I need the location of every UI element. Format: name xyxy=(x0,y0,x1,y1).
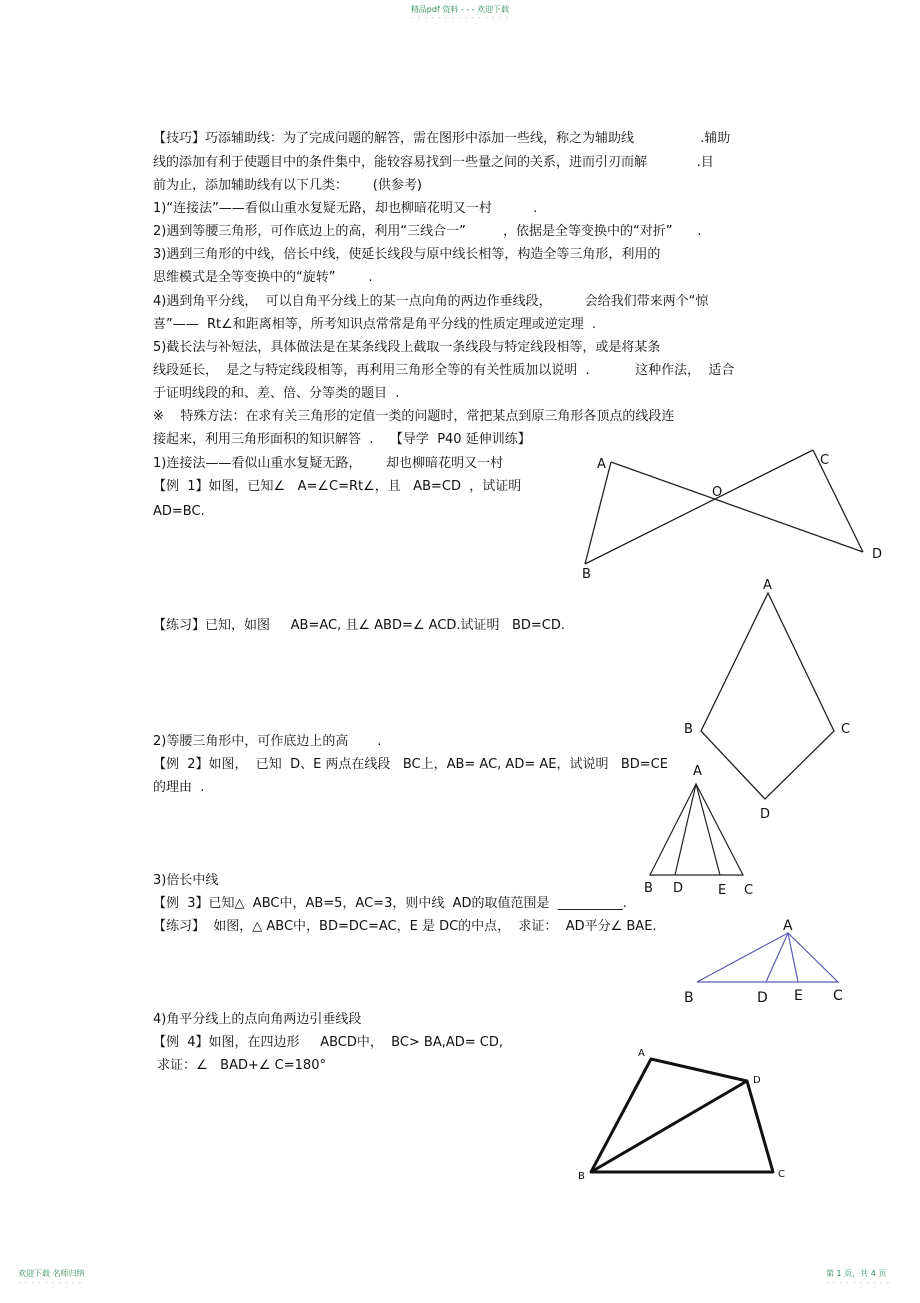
text-line-2: 线的添加有利于使题目中的条件集中，能较容易找到一些量之间的关系，进而引刃而解 .目 xyxy=(153,155,714,170)
fig2-label-a: A xyxy=(763,578,772,593)
fig3-label-c: C xyxy=(744,883,754,898)
fig4-label-d: D xyxy=(757,990,768,1006)
fig2-label-c: C xyxy=(841,722,851,737)
fig1-label-c: C xyxy=(820,453,830,468)
example-2-text: 【例 2】如图， 已知 D、E 两点在线段 BC上，AB= AC, AD= AE，试说明 BD=CE xyxy=(153,757,668,772)
footer-left: 欢迎下载 名师归纳 xyxy=(18,1269,85,1278)
fig1-label-b: B xyxy=(582,567,591,582)
fig3-label-a: A xyxy=(693,764,702,779)
fig2-label-d: D xyxy=(760,807,771,822)
example-1-text-cont: AD=BC. xyxy=(153,504,205,519)
practice-1-text: 【练习】已知，如图 AB=AC, 且∠ ABD=∠ ACD.试证明 BD=CD. xyxy=(153,618,565,633)
fig1-label-d: D xyxy=(872,547,883,562)
footer-left-dots: - - - - - - - - - - xyxy=(18,1279,83,1287)
figure-4-lines xyxy=(697,933,838,982)
fig1-label-o: O xyxy=(712,485,723,500)
figure-1-diagram xyxy=(580,450,883,582)
page-header: 精品pdf 资料 - - - 欢迎下载 xyxy=(410,5,510,14)
example-4-text-cont: 求证：∠ BAD+∠ C=180° xyxy=(153,1058,326,1073)
fig3-label-d: D xyxy=(673,881,684,896)
figure-3-diagram xyxy=(640,760,770,900)
example-3-text: 【例 3】已知△ ABC中，AB=5，AC=3，则中线 AD的取值范围是 __________. xyxy=(153,896,627,911)
text-line-13: ※ 特殊方法：在求有关三角形的定值一类的问题时，常把某点到原三角形各顶点的线段连 xyxy=(153,409,675,424)
text-line-9: 喜”—— Rt∠和距离相等，所考知识点常常是角平分线的性质定理或逆定理 . xyxy=(153,317,597,332)
fig4-label-e: E xyxy=(794,988,803,1004)
fig5-label-a: A xyxy=(638,1048,645,1059)
section-2-title: 2)等腰三角形中，可作底边上的高 . xyxy=(153,734,382,749)
text-line-5: 2)遇到等腰三角形，可作底边上的高，利用“三线合一” ，依据是全等变换中的“对折” . xyxy=(153,224,702,239)
text-line-8: 4)遇到角平分线， 可以自角平分线上的某一点向角的两边作垂线段， 会给我们带来两个“惊 xyxy=(153,294,709,309)
fig5-label-c: C xyxy=(778,1169,785,1180)
figure-4-diagram xyxy=(680,915,860,1005)
fig5-label-b: B xyxy=(578,1171,585,1182)
figure-3-lines xyxy=(650,784,743,875)
fig1-label-a: A xyxy=(597,457,606,472)
example-2-text-cont: 的理由 . xyxy=(153,780,205,795)
fig2-label-b: B xyxy=(684,722,693,737)
text-line-3: 前为止，添加辅助线有以下几类： (供参考) xyxy=(153,178,422,193)
text-line-4: 1)“连接法”——看似山重水复疑无路，却也柳暗花明又一村 . xyxy=(153,201,538,216)
text-line-6: 3)遇到三角形的中线，倍长中线，使延长线段与原中线长相等，构造全等三角形，利用的 xyxy=(153,247,661,262)
footer-right-dots: - - - - - - - - - - xyxy=(826,1279,891,1287)
example-1-text: 【例 1】如图，已知∠ A=∠C=Rt∠，且 AB=CD ，试证明 xyxy=(153,479,522,494)
text-line-7: 思维模式是全等变换中的“旋转” . xyxy=(153,270,373,285)
text-line-10: 5)截长法与补短法，具体做法是在某条线段上截取一条线段与特定线段相等，或是将某条 xyxy=(153,340,661,355)
text-line-1: 【技巧】巧添辅助线：为了完成问题的解答，需在图形中添加一些线，称之为辅助线 .辅助 xyxy=(153,131,731,146)
text-line-15: 1)连接法——看似山重水复疑无路， 却也柳暗花明又一村 xyxy=(153,456,504,471)
fig3-label-b: B xyxy=(644,881,653,896)
fig5-label-d: D xyxy=(753,1075,761,1086)
section-3-title: 3)倍长中线 xyxy=(153,873,219,888)
text-line-14: 接起来，利用三角形面积的知识解答 . 【导学 P40 延伸训练】 xyxy=(153,432,531,447)
fig3-label-e: E xyxy=(718,883,727,898)
example-4-text: 【例 4】如图，在四边形 ABCD中， BC> BA,AD= CD, xyxy=(153,1035,504,1050)
header-dots: - - - - - - - - - - - - - - - xyxy=(410,14,510,22)
figure-5-lines xyxy=(591,1059,773,1172)
figure-5-diagram xyxy=(575,1045,805,1185)
text-line-12: 于证明线段的和、差、倍、分等类的题目 . xyxy=(153,386,400,401)
section-4-title: 4)角平分线上的点向角两边引垂线段 xyxy=(153,1012,362,1027)
text-line-11: 线段延长， 是之与特定线段相等，再利用三角形全等的有关性质加以说明 . 这种作法， 适合 xyxy=(153,363,735,378)
footer-page-number: 第 1 页，共 4 页 xyxy=(826,1269,887,1278)
fig4-label-a: A xyxy=(783,918,793,934)
practice-2-text: 【练习】 如图，△ ABC中，BD=DC=AC，E 是 DC的中点， 求证： AD平分∠ BAE. xyxy=(153,919,657,934)
fig4-label-b: B xyxy=(684,990,694,1006)
fig4-label-c: C xyxy=(833,988,843,1004)
